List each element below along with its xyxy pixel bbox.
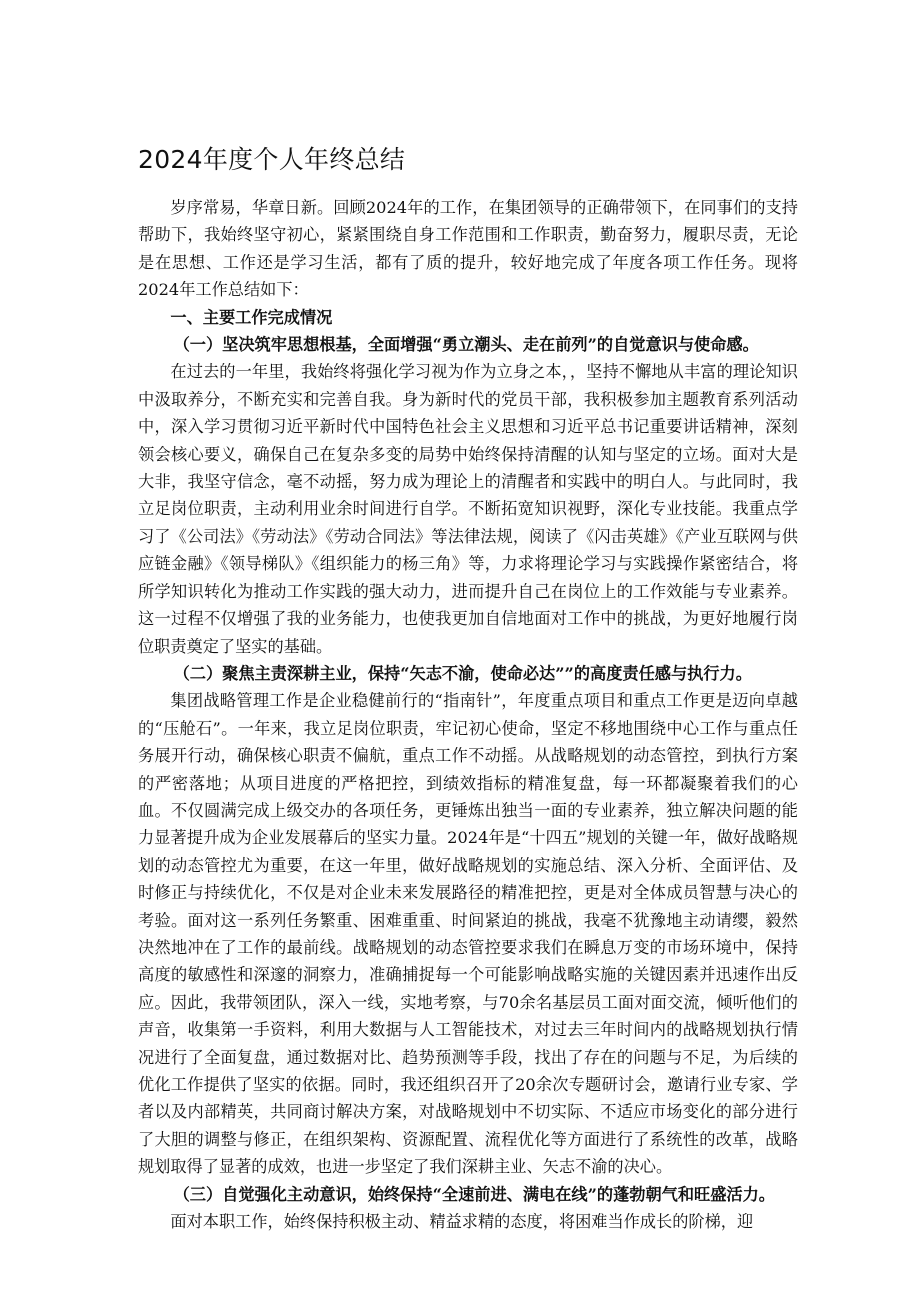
subsection-heading-1: （一）坚决筑牢思想根基，全面增强“勇立潮头、走在前列”的自觉意识与使命感。 (173, 335, 759, 355)
subsection-body-1: 在过去的一年里，我始终将强化学习视为作为立身之本，，坚持不懈地从丰富的理论知识中汲取养分，不断充实和完善自我。身为新时代的党员干部，我积极参加主题教育系列活动中，深入学习贯彻习近平新时代中国特色社会主义思想和习近平总书记重要讲话精神，深刻领会核心要义，确保自己在复杂多变的局势中始终保持清醒的认知与坚定的立场。面对大是大非，我坚守信念，毫不动摇，努力成为理论上的清醒者和实践中的明白人。与此同时，我立足岗位职责，主动利用业余时间进行自学。不断拓宽知识视野，深化专业技能。我重点学习了《公司法》《劳动法》《劳动合同法》等法律法规，阅读了《闪击英雄》《产业互联网与供应链金融》《领导梯队》《组织能力的杨三角》等，力求将理论学习与实践操作紧密结合，将所学知识转化为推动工作实践的强大动力，进而提升自己在岗位上的工作效能与专业素养。这一过程不仅增强了我的业务能力，也使我更加自信地面对工作中的挑战，为更好地履行岗位职责奠定了坚实的基础。 (138, 362, 798, 656)
subsection-body-3: 面对本职工作，始终保持积极主动、精益求精的态度，将困难当作成长的阶梯，迎 (170, 1212, 754, 1232)
document-body (138, 194, 798, 1235)
subsection-heading-2: （二）聚焦主责深耕主业，保持“矢志不渝，使命必达””的高度责任感与执行力。 (173, 663, 752, 683)
section-heading-main-work: 一、主要工作完成情况 (170, 307, 333, 327)
subsection-body-2: 集团战略管理工作是企业稳健前行的“指南针”，年度重点项目和重点工作更是迈向卓越的“压舱石”。一年来，我立足岗位职责，牢记初心使命，坚定不移地围绕中心工作与重点任务展开行动，确保核心职责不偏航，重点工作不动摇。从战略规划的动态管控，到执行方案的严密落地；从项目进度的严格把控，到绩效指标的精准复盘，每一环都凝聚着我们的心血。不仅圆满完成上级交办的各项任务，更锤炼出独当一面的专业素养，独立解决问题的能力显著提升成为企业发展幕后的坚实力量。2024年是“十四五”规划的关键一年，做好战略规划的动态管控尤为重要，在这一年里，做好战略规划的实施总结、深入分析、全面评估、及时修正与持续优化，不仅是对企业未来发展路径的精准把控，更是对全体成员智慧与决心的考验。面对这一系列任务繁重、困难重重、时间紧迫的挑战，我毫不犹豫地主动请缨，毅然决然地冲在了工作的最前线。战略规划的动态管控要求我们在瞬息万变的市场环境中，保持高度的敏感性和深邃的洞察力，准确捕捉每一个可能影响战略实施的关键因素并迅速作出反应。因此，我带领团队，深入一线，实地考察，与70余名基层员工面对面交流，倾听他们的声音，收集第一手资料，利用大数据与人工智能技术，对过去三年时间内的战略规划执行情况进行了全面复盘，通过数据对比、趋势预测等手段，找出了存在的问题与不足，为后续的优化工作提供了坚实的依据。同时，我还组织召开了20余次专题研讨会，邀请行业专家、学者以及内部精英，共同商讨解决方案，对战略规划中不切实际、不适应市场变化的部分进行了大胆的调整与修正，在组织架构、资源配置、流程优化等方面进行了系统性的改革，战略规划取得了显著的成效，也进一步坚定了我们深耕主业、矢志不渝的决心。 (138, 691, 798, 1177)
intro-paragraph: 岁序常易，华章日新。回顾2024年的工作，在集团领导的正确带领下，在同事们的支持帮助下，我始终坚守初心，紧紧围绕自身工作范围和工作职责，勤奋努力，履职尽责，无论是在思想、工作还是学习生活，都有了质的提升，较好地完成了年度各项工作任务。现将2024年工作总结如下： (138, 198, 798, 300)
subsection-heading-3: （三）自觉强化主动意识，始终保持“全速前进、满电在线”的蓬勃朝气和旺盛活力。 (173, 1184, 775, 1204)
document-title: 2024年度个人年终总结 (138, 145, 406, 174)
